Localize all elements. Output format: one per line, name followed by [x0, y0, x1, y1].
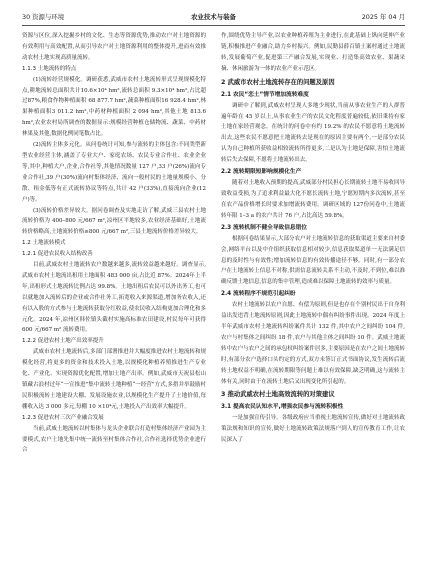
subsection-heading: 1.2.2 促进农村土地产出效率提升 — [22, 338, 104, 345]
section-title: 农业技术与装备 — [191, 13, 236, 21]
paragraph: 作,围绕优势主导产业,以农业种植养殖为主业进行,在此基础上纵向延伸产业链,积极推进产业融合,助力乡村振兴。例如,民勤县薛百镇土案村通过土地流转,发展葡萄产业,促进第三产融合发展,实现业、打造集高效农业、果蔬采摘、休闲旅游为一体的农业产业示范区。 — [221, 33, 405, 72]
subsection-heading: 2.4 流转程序不规范引起纠纷 — [221, 291, 296, 298]
subsection-heading: 2.1 农民“恋土”情节增加流转难度 — [221, 91, 309, 98]
section-heading: 2 武威市农村土地流转存在的问题及原因 — [221, 78, 335, 86]
section-heading: 3 推动武威农村土地高效流转的对策建议 — [221, 391, 335, 399]
subsection-heading: 1.1.3 土地流转的特点 — [22, 65, 77, 72]
paragraph: 一是加强宣传引导。各级政府应当重视土地流转宣传,做好对土地流转政策法规和知识的宣传,做好土地流转政策法规落户到人的宣传教育工作,让农民深入了 — [221, 415, 405, 444]
left-column — [22, 31, 206, 563]
paragraph: 武威市农村土地流转后,多部门部署推进并大幅度推进农村土地流转和规模化经营,将更多的资金和技术投入土地,以规模化种植养殖推进生产专业化、产业化、实现资源优化配置,增加土地产出率。例如,武威市天祝县松山镇藏古浪村过年“一宣推进”集中流转土地种植“一经营”方式,多措并举鼓励村民积极流转土地建设大棚、发展设施农业,以规模化生产提升了土地价值,每棚收入达 3 000 多元,每棚 10 ×10⁴元,土地投入产出效率大幅提升。 — [22, 349, 206, 410]
paragraph: 农村土地流转以农户自愿、有偿为原则,但是也存在个别村民出于自身利益出发违背土地流转原则,因此土地流转中偶有纠纷事件出现。2024 年度上半年武威市农村土地流转纠纷案件共计 132 件,其中农户之间纠纷 104 件,农户与村集体之间纠纷 18 件,农户与其他主体之间纠纷 10 件。武威土地流转中农户与农户之间的承包权纠纷案件居多,主要原因是在农户之间土地流转时,有部分农户选择口头约定的方式,双方未签订正式书面协议,发生流转后流转土地权益不明确,在流转期限等问题上难以有效保障,缺乏明确,这与流转主体有关,同时由于在流转土地后又出现变化所引起的。 — [221, 302, 405, 385]
subsection-heading: 2.2 流转期限短影响规模化生产 — [221, 169, 302, 176]
paragraph: (3)流转价格差异较大。据问卷调查及实地走访了解,武威三县农村土地流转价格为 400–800 元/667 m²,凉州区平地较多,农业经济基础好,土地流转价格略高,土地流转价格≥800 元/667 m²,三县土地流转价格差异较大。 — [22, 207, 206, 236]
subsection-heading: 2.3 流转机制不健全导致信息错位 — [221, 224, 307, 231]
issue-date: 2025 年 04 月 — [361, 13, 405, 21]
paragraph: 随着对土地收入预期的提高,武威部分村民担心长期流转土地不易收回导致收益受损,为了追求利益最大化不愿长流转土地,宁愿短期内多次流转,甚至在农产品价格增长时要求加增流转费用。调研区域的 127份问卷中,土地流转年限 1–3 a 的农户共计 76 户,占比高达 59.8%。 — [221, 180, 405, 219]
paragraph: (2)流转主体多元化。从问卷统计可知,参与流转的主体包含:不同类型新型农业经营主体,涵盖了专业大户、家庭农场、农民专业合作社、农业企业等,其中,种植大户,企业,合作社等,其他情况数量 127 户,33 户(26%)流向专业合作社,39 户(30%)流向村集体经济、流向一般村民的土地量规模小、分散、租金低等有正式流转协议等特点,共计 42 户(33%),直接流向企业(12 户)等。 — [22, 142, 206, 203]
paragraph: 根据问卷结果显示,大部分农户对土地流转信息的获取渠道主要来自村委会,网络平台以及中介组织获取信息相对较少,信息获取渠道单一无法满足信息的及时性与有效性;增加流转信息的有效传播途径不够。同时,有一部分农户在土地流转上信息不对称,供需信息流转关系不主动,不及时,不到位,难以准确反馈土地信息,信息的集中管理,造成难以保障土地流转的效率与质量。 — [221, 235, 405, 286]
page-header — [22, 9, 405, 26]
paragraph: 目前,武威农村土地流转农户数越来越多,流转效益越来越好。调查显示,武威市农村土地流出租用土地面积 483 000 亩,占比近 87%。2024年上半年,出租形式土地流转比例占达 99.8%。土地出租后农民可以外出务工,也可以就地加入流转后的企业或合作社务工,拓宽收入来源渠道,增加务农收入,还有以入股的方式参与土地流转获取分红收益,使农民收入结构更加合理化和多元化。2024 年,凉州区韩佐镇头截村实施高标准农田建设,村民每年可获得 600 元/667 m² 流转费用。 — [22, 262, 206, 334]
subsection-heading: 1.2.1 促进农民收入结构改善 — [22, 251, 93, 258]
paragraph: 资源与区位,深入挖掘乡村的文化、生态等资源优势,推动农户对土地资源的有效利用与高效配置,从而引导农户对土地资源利用的整体提升,进而有效推动农村土地实现高质量流转。 — [22, 33, 206, 61]
page-number-journal: 30 资源与环境 — [22, 13, 65, 21]
paragraph: 调研中了解到,武威农村呈现人多地少现状,当前从事农业生产的人群普遍年龄在 45 岁以上,从事农业生产的农民文化程度普遍较低,依旧秉持有家土地在家经营观念。在统计的问卷中有约 19.2% 的农民不愿意将土地流转出去,这些农民不愿意把土地流转去是现在的原因主要有两个,一是部分农民认为自己种植所获收益相较流转所得更多,二是认为土地是保障,害怕土地流转后失去保障,不愿将土地流转出去。 — [221, 102, 405, 164]
paragraph: (1)流转经营规模化。调研获悉,武威市农村土地流转形式呈现规模化特点,耕地流转总面积共计10.6×10⁴ hm²,流转总面积 9.3×10⁴ hm²,占比超过87%,粮食作物种植面积 68 877.7 hm²,蔬菜种植面积16 928.4 hm²,林果种植面积3 011.2 hm²,中药材种植面积 2 094 hm²,其他土地 813.6 hm²,农业农村局所调查的数据显示:规模经营种植仓储物流、蔬菜、中药材林果及其他,数据化例同笔数占比。 — [22, 76, 206, 138]
subsection-heading: 3.1 提高农民认知水平,增强农民参与流转积极性 — [221, 404, 344, 411]
right-column — [221, 31, 405, 563]
subsection-heading: 1.2.3 促进农村三次产业融合发展 — [22, 414, 104, 421]
section-heading: 1.2 土地流转模式 — [22, 240, 66, 247]
paragraph: 当前,武威土地流转以村集体与龙头企业联合打造村集体经济产业园为主要模式,农户土地先集中统一流转至村集体合作社,合作社选择优势企业进行合 — [22, 425, 206, 454]
